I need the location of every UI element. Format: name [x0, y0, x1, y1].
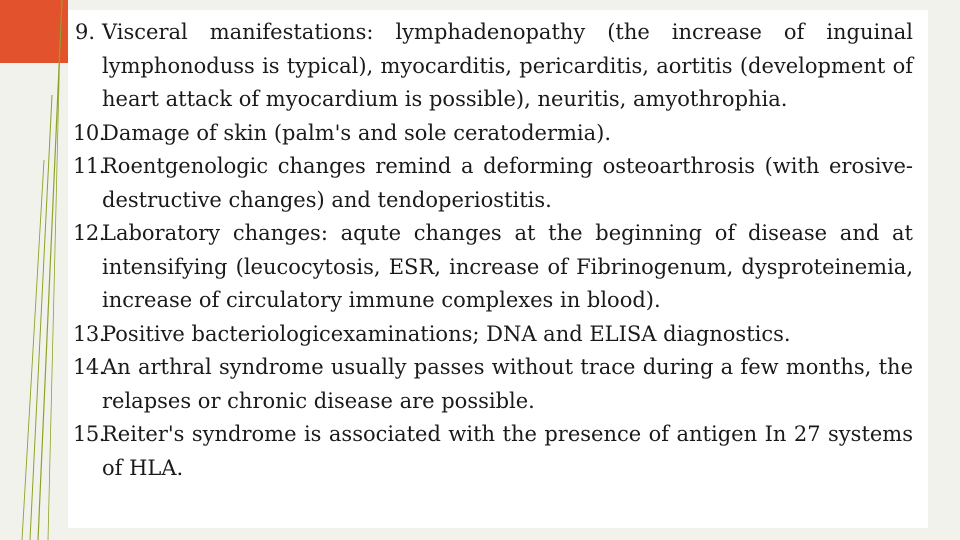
- item-text: Visceral manifestations: lymphadenopathy (the increase of inguinal lymphonoduss is typical), myocarditis, pericarditis, aortitis (development of heart attack of myocardium is possible), neuritis, amyothrophia.: [102, 20, 913, 111]
- list-item: [75, 418, 913, 485]
- item-number: 14.: [73, 355, 105, 379]
- item-number: 10.: [73, 120, 105, 145]
- list-item: [75, 16, 913, 117]
- item-text: Positive bacteriologicexaminations; DNA and ELISA diagnostics.: [102, 321, 791, 346]
- item-text: Damage of skin (palm's and sole ceratodermia).: [102, 120, 612, 145]
- item-text: Laboratory changes: aqute changes at the beginning of disease and at intensifying (leucocytosis, ESR, increase of Fibrinogenum, dysproteinemia, increase of circulatory immune complexes in blood).: [102, 221, 913, 312]
- item-text: An arthral syndrome usually passes without trace during a few months, the relapses or chronic disease are possible.: [102, 355, 913, 413]
- list-item: [75, 217, 913, 318]
- item-number: 9.: [75, 20, 96, 44]
- list-item: [75, 150, 913, 217]
- list-item: [75, 318, 913, 352]
- list-item: [75, 351, 913, 418]
- item-number: 13.: [73, 321, 105, 346]
- deco-line-4: [48, 40, 60, 540]
- item-number: 15.: [73, 422, 105, 446]
- decorative-lines: [0, 0, 68, 540]
- item-text: Reiter's syndrome is associated with the presence of antigen In 27 systems of HLA.: [102, 422, 913, 480]
- list-item: [75, 117, 913, 151]
- numbered-list: [75, 16, 913, 485]
- item-number: 12.: [73, 221, 105, 245]
- item-number: 11.: [73, 154, 105, 178]
- item-text: Roentgenologic changes remind a deforming osteoarthrosis (with erosive-destructive changes) and tendoperiostitis.: [102, 154, 913, 212]
